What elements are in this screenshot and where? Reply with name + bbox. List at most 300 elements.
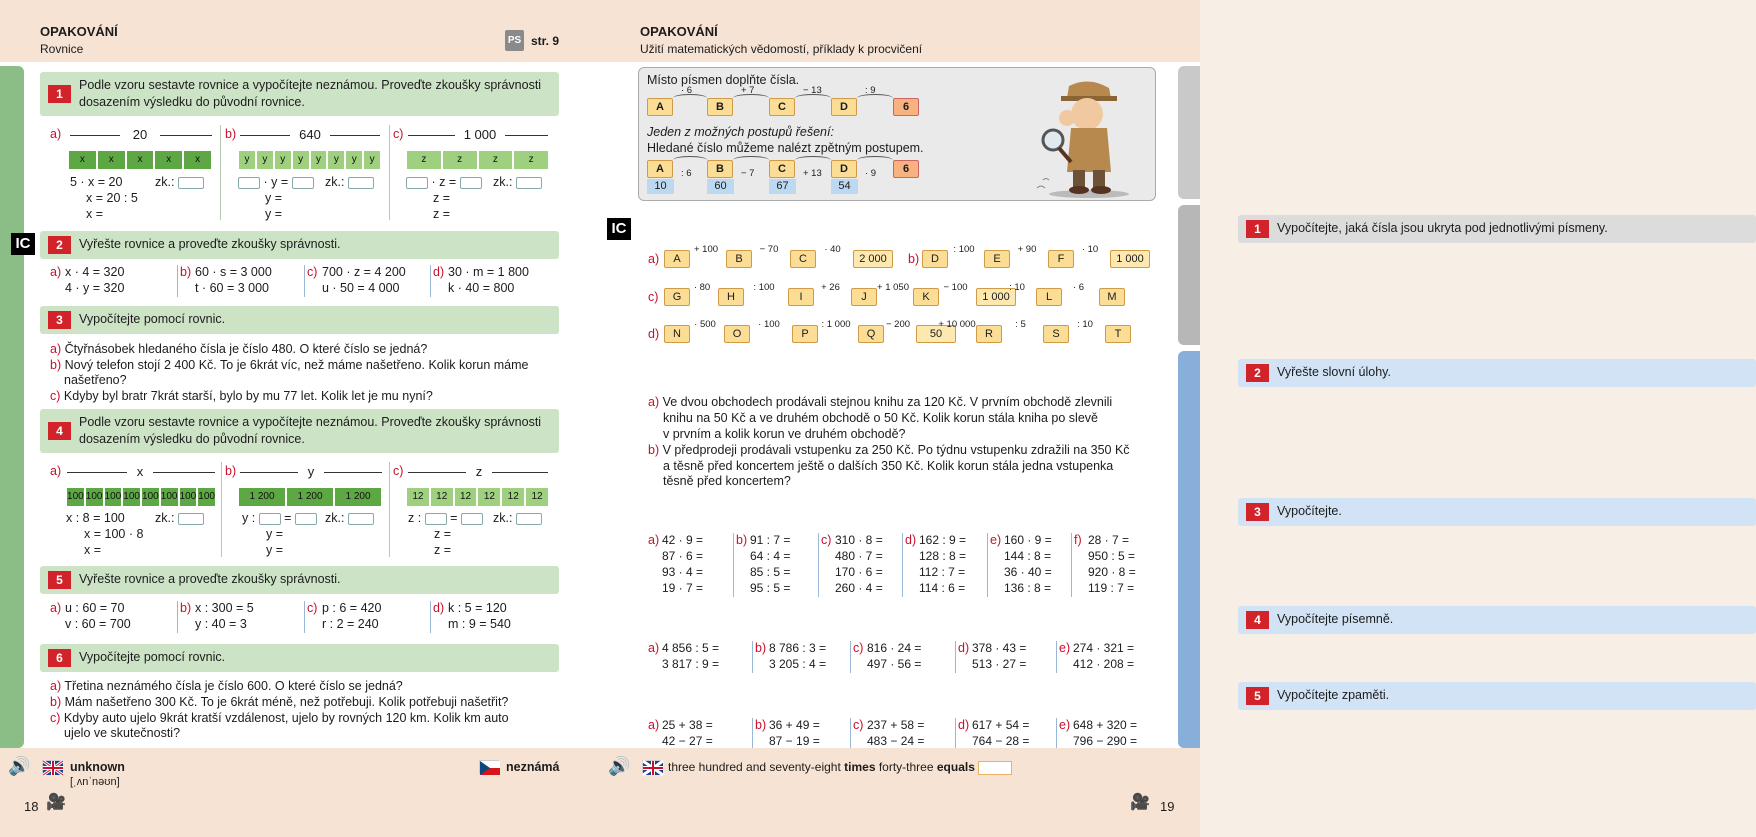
video-camera-icon[interactable]: 🎥 xyxy=(46,794,66,811)
page-number: 18 xyxy=(24,799,39,814)
chain-box: 2 000 xyxy=(853,250,893,268)
word-problem: Kdyby auto ujelo 9krát kratší vzdálenost, ujelo by rovných 120 km. Kolik km auto xyxy=(63,711,509,725)
ps-badge: PS xyxy=(505,30,524,51)
chapter-tab xyxy=(1178,205,1200,345)
word-problem: Třetina neznámého čísla je číslo 600. O které číslo se jedná? xyxy=(64,679,403,693)
exercise-number: 5 xyxy=(48,571,71,589)
segment-cell: y xyxy=(292,150,310,170)
total-label: 640 xyxy=(290,127,330,142)
exercise-instruction: Vypočítejte pomocí rovnic. xyxy=(79,650,226,664)
item-label: e) xyxy=(990,533,1002,547)
chain-box: I xyxy=(788,288,814,306)
divider xyxy=(430,265,431,297)
chain-operation: · 40 xyxy=(824,244,841,255)
equation-line: 5 · x = 20 xyxy=(70,175,123,189)
right-page: OPAKOVÁNÍ Užití matematických vědomostí, příklady k procvičení Místo písmen doplňte čísla. Jeden z možných postupů řešení: Hledané číslo můžeme nalézt zpětným postupem. A B C D 6 · 6 + 7 − 13 : 9 A B C D 6 : 6 − 7 + 13 · 9 10 60 67 54 IC 1 Vypočítejte, jaká čísla jsou ukryta pod jednotlivými písmeny. a) A B C 2 000 + 100 − 70 · 40 b) D E F 1 000 : 100 + 90 · 10 c) G H I J K 1 000 L M · 80 : 100 + 26 + 1 050 − 100 : 10 · 6 d) N O P Q 50 R S T · 500 · 100 : 1 000 − 200 + 10 000 : 5 : 10 2 Vyřešte slovní úlohy. a) Ve dvou obchodech prodávali stejnou knihu za 120 Kč. V prvním obchodě zlevnili knihu na 50 Kč a ve druhém obchodě o 50 Kč. Kolik korun stála kniha po slevě v prvním a kolik korun ve druhém obchodě? b) V předprodeji prodávali vstupenku za 250 Kč. Po týdnu vstupenku zdražili na 350 Kč a těsně před koncertem ještě o dalších 350 Kč. Kolik korun stála jedna vstupenka těsně před koncertem? 3 Vypočítejte. a) 42 · 9 = 87 · 6 = 93 · 4 = 19 · 7 = b) 91 : 7 = 64 : 4 = 85 : 5 = 95 : 5 = c) 310 · 8 = 480 · 7 = 170 · 6 = 260 · 4 = d) 162 : 9 = 128 : 8 = 112 : 7 = 114 : 6 = e) 160 · 9 = 144 : 8 = 36 · 40 = 136 : 8 = f) 28 · 7 = 950 : 5 = 920 · 8 = 119 : 7 = 4 Vypočítejte písemně. a) 4 856 : 5 = 3 817 : 9 = b) 8 786 : 3 = 3 205 : 4 = c) 816 · 24 = 497 · 56 = d) 378 · 43 = 513 · 27 = e) 274 · 321 = 412 · 208 = 5 Vypočítejte zpaměti. a) 25 + 38 = 42 − 27 = b) 36 + 49 = 87 − 19 = c) 237 + 58 = 483 − 24 = d) 617 + 54 = 764 − 28 = e) 648 + 320 = 796 − 290 = 🔊 three hundred and seventy-eight times forty-three equals 🎥 19 xyxy=(600,0,1200,837)
equation-line: 8 786 : 3 = xyxy=(769,641,827,655)
check-label: zk.: xyxy=(155,511,175,525)
chain-box: R xyxy=(976,325,1002,343)
equation-line: 513 · 27 = xyxy=(972,657,1027,671)
equation-line: · z = xyxy=(431,175,457,189)
segment-bar xyxy=(238,487,382,507)
word-problem: knihu na 50 Kč a ve druhém obchodě o 50 Kč. Kolik korun stála kniha po slevě xyxy=(663,411,1098,425)
total-label: z xyxy=(466,464,492,479)
equation-line: 42 − 27 = xyxy=(662,734,713,748)
item-label: b) xyxy=(180,265,192,279)
segment-cell: x xyxy=(154,150,183,170)
chain-operation: + 1 050 xyxy=(877,282,909,293)
equation-line: y = xyxy=(265,207,283,221)
chain-box: 1 000 xyxy=(1110,250,1150,268)
segment-cell: z xyxy=(442,150,478,170)
exercise-number: 1 xyxy=(1246,220,1269,238)
ic-marker: IC xyxy=(607,218,631,240)
exercise-instruction: Vypočítejte pomocí rovnic. xyxy=(79,312,226,326)
item-label: b) xyxy=(755,718,767,732)
chain-box: H xyxy=(718,288,744,306)
total-label: 1 000 xyxy=(455,127,505,142)
item-label: c) xyxy=(307,601,318,615)
answer-box[interactable] xyxy=(348,513,374,525)
equation-line: 497 · 56 = xyxy=(867,657,922,671)
chain-operation: : 6 xyxy=(681,168,692,179)
exercise-number: 2 xyxy=(1246,364,1269,382)
equation-line: · y = xyxy=(263,175,289,189)
equation-line: 4 · y = 320 xyxy=(65,281,125,295)
equation-line: m : 9 = 540 xyxy=(448,617,511,631)
segment-cell: 100 xyxy=(141,487,160,507)
exercise-4-header xyxy=(40,409,559,453)
ic-marker: IC xyxy=(11,233,35,255)
divider xyxy=(955,718,956,750)
divider xyxy=(1071,533,1072,597)
equation-line: 87 · 6 = xyxy=(662,549,704,563)
chain-box: P xyxy=(792,325,818,343)
divider xyxy=(389,125,390,220)
word-problem: a těsně před koncertem ještě o dalších 350 Kč. Kolik korun stála jedna vstupenka xyxy=(663,459,1114,473)
exercise-instruction: Vypočítejte, jaká čísla jsou ukryta pod jednotlivými písmeny. xyxy=(1277,221,1608,235)
exercise-number: 2 xyxy=(48,236,71,254)
chain-operation: · 100 xyxy=(758,319,780,330)
chain-operation: · 80 xyxy=(693,282,711,293)
segment-cell: 1 200 xyxy=(238,487,286,507)
page-subtitle: Užití matematických vědomostí, příklady k procvičení xyxy=(640,42,923,56)
english-word: unknown xyxy=(70,760,125,774)
exercise-number: 4 xyxy=(1246,611,1269,629)
chain-operation: : 5 xyxy=(1015,319,1026,330)
exercise-number: 3 xyxy=(1246,503,1269,521)
check-label: zk.: xyxy=(493,175,513,189)
equation-line: 483 − 24 = xyxy=(867,734,925,748)
divider xyxy=(850,718,851,750)
chain-box: E xyxy=(984,250,1010,268)
segment-cell: 100 xyxy=(66,487,85,507)
equation-line: 796 − 290 = xyxy=(1073,734,1138,748)
check-label: zk.: xyxy=(325,511,345,525)
divider xyxy=(733,533,734,597)
equation-line: y = xyxy=(266,543,284,557)
word-problem: V předprodeji prodávali vstupenku za 250 Kč. Po týdnu vstupenku zdražili na 350 Kč xyxy=(662,443,1130,457)
item-label: a) xyxy=(648,252,660,266)
page-title: OPAKOVÁNÍ xyxy=(40,24,118,39)
chain-box: O xyxy=(724,325,750,343)
item-label: b) xyxy=(908,252,920,266)
segment-cell: z xyxy=(478,150,514,170)
chain-box: 6 xyxy=(893,98,919,116)
exercise-5-header xyxy=(40,566,559,594)
ps-page-ref: str. 9 xyxy=(531,34,560,48)
exercise-1-header xyxy=(40,72,559,116)
word-problem: Mám našetřeno 300 Kč. To je 6krát méně, než potřebuji. Kolik potřebuji našetřit? xyxy=(64,695,509,709)
equation-line: 412 · 208 = xyxy=(1073,657,1135,671)
divider xyxy=(221,462,222,557)
exercise-6-header xyxy=(40,644,559,672)
chain-operation: + 90 xyxy=(1017,244,1037,255)
equation-line: 4 856 : 5 = xyxy=(662,641,720,655)
item-label: d) xyxy=(433,265,445,279)
item-label: c) xyxy=(853,641,864,655)
item-label: b) xyxy=(225,464,237,478)
chain-operation: : 100 xyxy=(753,282,775,293)
equation-line: x = 100 · 8 xyxy=(84,527,144,541)
answer-box[interactable] xyxy=(295,513,317,525)
segment-bar xyxy=(406,487,549,507)
divider xyxy=(818,533,819,597)
equation-line: 42 · 9 = xyxy=(662,533,704,547)
solution-value: 54 xyxy=(831,179,858,194)
chain-box: B xyxy=(707,160,733,178)
chain-operation: − 70 xyxy=(759,244,779,255)
answer-box[interactable] xyxy=(461,513,483,525)
detective-illustration xyxy=(1029,76,1145,198)
chain-box: T xyxy=(1105,325,1131,343)
chain-box: 1 000 xyxy=(976,288,1016,306)
segment-cell: y xyxy=(274,150,292,170)
item-label: a) xyxy=(50,127,62,141)
answer-box[interactable] xyxy=(292,177,314,189)
equation-line: x = xyxy=(84,543,102,557)
equation-line: y = xyxy=(266,527,284,541)
chain-box: C xyxy=(790,250,816,268)
segment-bar xyxy=(406,150,549,170)
divider xyxy=(430,601,431,633)
equation-line: 3 205 : 4 = xyxy=(769,657,827,671)
divider xyxy=(902,533,903,597)
exercise-2-header xyxy=(1238,359,1756,387)
equation-line: x = 20 : 5 xyxy=(86,191,138,205)
segment-cell: 1 200 xyxy=(334,487,382,507)
exercise-3-header xyxy=(40,306,559,334)
chain-operation: · 9 xyxy=(865,168,877,179)
equation-line: u · 50 = 4 000 xyxy=(322,281,400,295)
chain-operation: : 10 xyxy=(1009,282,1025,293)
chain-operation: + 7 xyxy=(741,85,755,96)
segment-cell: 12 xyxy=(477,487,501,507)
chain-box: Q xyxy=(858,325,884,343)
total-label: 20 xyxy=(120,127,160,142)
equation-line: 36 · 40 = xyxy=(1004,565,1052,579)
item-label: d) xyxy=(958,718,970,732)
chain-box: 6 xyxy=(893,160,919,178)
equation-line: 36 + 49 = xyxy=(769,718,820,732)
divider xyxy=(850,641,851,673)
equation-line: r : 2 = 240 xyxy=(322,617,379,631)
equation-line: 274 · 321 = xyxy=(1073,641,1135,655)
left-header xyxy=(0,0,600,62)
equation-line: x = xyxy=(86,207,104,221)
speaker-icon[interactable]: 🔊 xyxy=(608,756,631,776)
equation-line: x · 4 = 320 xyxy=(65,265,125,279)
equation-line: 378 · 43 = xyxy=(972,641,1027,655)
item-label: a) xyxy=(648,718,660,732)
chain-operation: + 10 000 xyxy=(938,319,976,330)
czech-flag-icon xyxy=(479,760,499,774)
segment-bar xyxy=(238,150,381,170)
equation-line: 30 · m = 1 800 xyxy=(448,265,529,279)
chain-box: F xyxy=(1048,250,1074,268)
chain-box: S xyxy=(1043,325,1069,343)
divider xyxy=(177,601,178,633)
page-title: OPAKOVÁNÍ xyxy=(640,24,718,39)
chain-box: A xyxy=(647,160,673,178)
chain-box: G xyxy=(664,288,690,306)
equation-line: 648 + 320 = xyxy=(1073,718,1138,732)
divider xyxy=(752,718,753,750)
equation-line: 764 − 28 = xyxy=(972,734,1030,748)
item-label: b) xyxy=(755,641,767,655)
segment-cell: 100 xyxy=(104,487,123,507)
sentence-part: three hundred and seventy-eight xyxy=(668,760,841,774)
chain-operation: · 500 xyxy=(694,319,716,330)
segment-cell: y xyxy=(345,150,363,170)
chain-operation: − 200 xyxy=(885,319,911,330)
segment-cell: 12 xyxy=(525,487,549,507)
equation-line: v : 60 = 700 xyxy=(65,617,131,631)
chain-operation: + 26 xyxy=(821,282,840,293)
exercise-4-header xyxy=(1238,606,1756,634)
item-label: b) xyxy=(736,533,748,547)
chain-operation: · 6 xyxy=(1072,282,1085,293)
word-problem: v prvním a kolik korun ve druhém obchodě? xyxy=(663,427,906,441)
item-label: e) xyxy=(1059,641,1071,655)
answer-box[interactable] xyxy=(460,177,482,189)
segment-bar xyxy=(68,150,212,170)
segment-cell: 12 xyxy=(501,487,525,507)
exercise-instruction: Podle vzoru sestavte rovnice a vypočítejte neznámou. Proveďte zkoušky správnosti dosazením výsledku do původní rovnice. xyxy=(79,415,542,446)
intro-line: Jeden z možných postupů řešení: xyxy=(647,125,834,139)
chain-operation: · 6 xyxy=(681,85,693,96)
divider xyxy=(177,265,178,297)
answer-box[interactable] xyxy=(178,513,204,525)
czech-word: neznámá xyxy=(506,760,560,774)
equation-line: 480 · 7 = xyxy=(835,549,883,563)
pronunciation: [ˌʌnˈnəʊn] xyxy=(70,776,120,788)
item-label: c) xyxy=(821,533,832,547)
check-label: zk.: xyxy=(493,511,513,525)
item-label: d) xyxy=(433,601,445,615)
chapter-tab xyxy=(1178,351,1200,748)
chain-operation: · 10 xyxy=(1081,244,1099,255)
equation-line: 237 + 58 = xyxy=(867,718,925,732)
chain-operation: − 13 xyxy=(803,85,822,96)
chain-box: D xyxy=(831,160,857,178)
answer-box[interactable] xyxy=(516,513,542,525)
solution-value: 60 xyxy=(707,179,734,194)
solution-value: 10 xyxy=(647,179,674,194)
total-label: y xyxy=(298,464,324,479)
item-label: d) xyxy=(958,641,970,655)
answer-box[interactable] xyxy=(516,177,542,189)
item-label: c) xyxy=(648,290,659,304)
item-label: d) xyxy=(648,327,660,341)
answer-box[interactable] xyxy=(238,177,260,189)
chapter-tab xyxy=(0,66,24,748)
equation-line: z = xyxy=(434,543,452,557)
answer-box[interactable] xyxy=(178,177,204,189)
item-label: c) xyxy=(853,718,864,732)
answer-box[interactable] xyxy=(978,761,1012,775)
divider xyxy=(304,601,305,633)
equation-line: x : 8 = 100 xyxy=(66,511,125,525)
equation-line: 87 − 19 = xyxy=(769,734,820,748)
divider xyxy=(1056,718,1057,750)
chain-box: L xyxy=(1036,288,1062,306)
equation-line: 25 + 38 = xyxy=(662,718,713,732)
chain-arrow xyxy=(857,156,893,164)
equation-line: 128 : 8 = xyxy=(919,549,967,563)
chain-arrow xyxy=(673,156,707,164)
item-label: f) xyxy=(1074,533,1082,547)
chain-operation: : 1 000 xyxy=(821,319,851,330)
answer-box[interactable] xyxy=(406,177,428,189)
exercise-number: 5 xyxy=(1246,687,1269,705)
exercise-instruction: Vypočítejte. xyxy=(1277,504,1342,518)
chapter-tab xyxy=(1178,66,1200,199)
word-problem: Kdyby byl bratr 7krát starší, bylo by mu 77 let. Kolik let je mu nyní? xyxy=(63,389,433,403)
word-problem: Čtyřnásobek hledaného čísla je číslo 480. O které číslo se jedná? xyxy=(64,342,428,356)
segment-cell: 12 xyxy=(406,487,430,507)
answer-box[interactable] xyxy=(425,513,447,525)
divider xyxy=(220,125,221,220)
answer-box[interactable] xyxy=(348,177,374,189)
exercise-number: 4 xyxy=(48,422,71,440)
equation-line: z = xyxy=(433,207,451,221)
equation-line: 28 · 7 = xyxy=(1088,533,1130,547)
item-label: b) xyxy=(180,601,192,615)
equation-line: 700 · z = 4 200 xyxy=(322,265,406,279)
item-label: a) xyxy=(50,464,62,478)
equation-line: 162 : 9 = xyxy=(919,533,967,547)
segment-cell: z xyxy=(406,150,442,170)
item-label: c) xyxy=(307,265,318,279)
equation-line: t · 60 = 3 000 xyxy=(195,281,270,295)
equation-line: 260 · 4 = xyxy=(835,581,883,595)
equation-line: z : xyxy=(408,511,422,525)
equation-line: 136 : 8 = xyxy=(1004,581,1052,595)
sentence-part: forty-three xyxy=(878,760,934,774)
equation-line: y : xyxy=(242,511,256,525)
equation-line: 91 : 7 = xyxy=(750,533,791,547)
item-label: b) xyxy=(225,127,237,141)
equation-line: y = xyxy=(265,191,283,205)
sentence-part: times xyxy=(844,760,876,774)
exercise-instruction: Podle vzoru sestavte rovnice a vypočítejte neznámou. Proveďte zkoušky správnosti dosazením výsledku do původní rovnice. xyxy=(79,78,542,109)
intro-panel xyxy=(638,67,1156,201)
segment-cell: x xyxy=(126,150,155,170)
chain-operation: : 9 xyxy=(865,85,876,96)
segment-cell: 100 xyxy=(160,487,179,507)
segment-cell: x xyxy=(97,150,126,170)
chain-box: B xyxy=(707,98,733,116)
intro-line: Hledané číslo můžeme nalézt zpětným postupem. xyxy=(647,141,924,155)
total-label: x xyxy=(127,464,153,479)
word-problem: Ve dvou obchodech prodávali stejnou knihu za 120 Kč. V prvním obchodě zlevnili xyxy=(662,395,1113,409)
item-label: a) xyxy=(50,265,62,279)
equation-line: 112 : 7 = xyxy=(919,565,966,579)
uk-flag-icon xyxy=(42,760,62,774)
equation-line: 64 : 4 = xyxy=(750,549,791,563)
segment-cell: y xyxy=(310,150,328,170)
equation-line: 60 · s = 3 000 xyxy=(195,265,272,279)
equation-line: x : 300 = 5 xyxy=(195,601,254,615)
exercise-instruction: Vypočítejte zpaměti. xyxy=(1277,688,1390,702)
check-label: zk.: xyxy=(155,175,175,189)
exercise-instruction: Vyřešte rovnice a proveďte zkoušky správnosti. xyxy=(79,572,341,586)
equation-line: 93 · 4 = xyxy=(662,565,704,579)
exercise-instruction: Vypočítejte písemně. xyxy=(1277,612,1394,626)
item-label: d) xyxy=(905,533,917,547)
right-footer xyxy=(600,748,1200,837)
exercise-number: 3 xyxy=(48,311,71,329)
word-problem: Nový telefon stojí 2 400 Kč. To je 6krát víc, než máme našetřeno. Kolik korun máme xyxy=(64,358,529,372)
chain-operation: + 13 xyxy=(803,168,822,179)
chain-box: D xyxy=(922,250,948,268)
exercise-instruction: Vyřešte rovnice a proveďte zkoušky správnosti. xyxy=(79,237,341,251)
page-number: 19 xyxy=(1160,799,1175,814)
item-label: a) xyxy=(648,641,660,655)
exercise-3-header xyxy=(1238,498,1756,526)
chain-box: N xyxy=(664,325,690,343)
word-problem: našetřeno? xyxy=(64,373,127,387)
divider xyxy=(304,265,305,297)
check-label: zk.: xyxy=(325,175,345,189)
segment-cell: 1 200 xyxy=(286,487,334,507)
equation-line: y : 40 = 3 xyxy=(195,617,247,631)
equation-line: k : 5 = 120 xyxy=(448,601,507,615)
segment-cell: 12 xyxy=(430,487,454,507)
segment-cell: 100 xyxy=(85,487,104,507)
segment-cell: y xyxy=(238,150,256,170)
word-problem: těsně před koncertem? xyxy=(663,474,791,488)
equation-line: 144 : 8 = xyxy=(1004,549,1052,563)
answer-box[interactable] xyxy=(259,513,281,525)
speaker-icon[interactable]: 🔊 xyxy=(8,756,31,776)
equation-line: 950 : 5 = xyxy=(1088,549,1136,563)
divider xyxy=(987,533,988,597)
equation-line: 617 + 54 = xyxy=(972,718,1030,732)
page-subtitle: Rovnice xyxy=(40,42,84,56)
exercise-1-header xyxy=(1238,215,1756,243)
segment-cell: 12 xyxy=(454,487,478,507)
item-label: e) xyxy=(1059,718,1071,732)
video-camera-icon[interactable]: 🎥 xyxy=(1130,794,1150,811)
item-label: c) xyxy=(393,464,404,478)
divider xyxy=(1056,641,1057,673)
equation-line: z = xyxy=(434,527,452,541)
intro-line: Místo písmen doplňte čísla. xyxy=(647,73,800,87)
equation-line: 3 817 : 9 = xyxy=(662,657,720,671)
chain-box: C xyxy=(769,160,795,178)
